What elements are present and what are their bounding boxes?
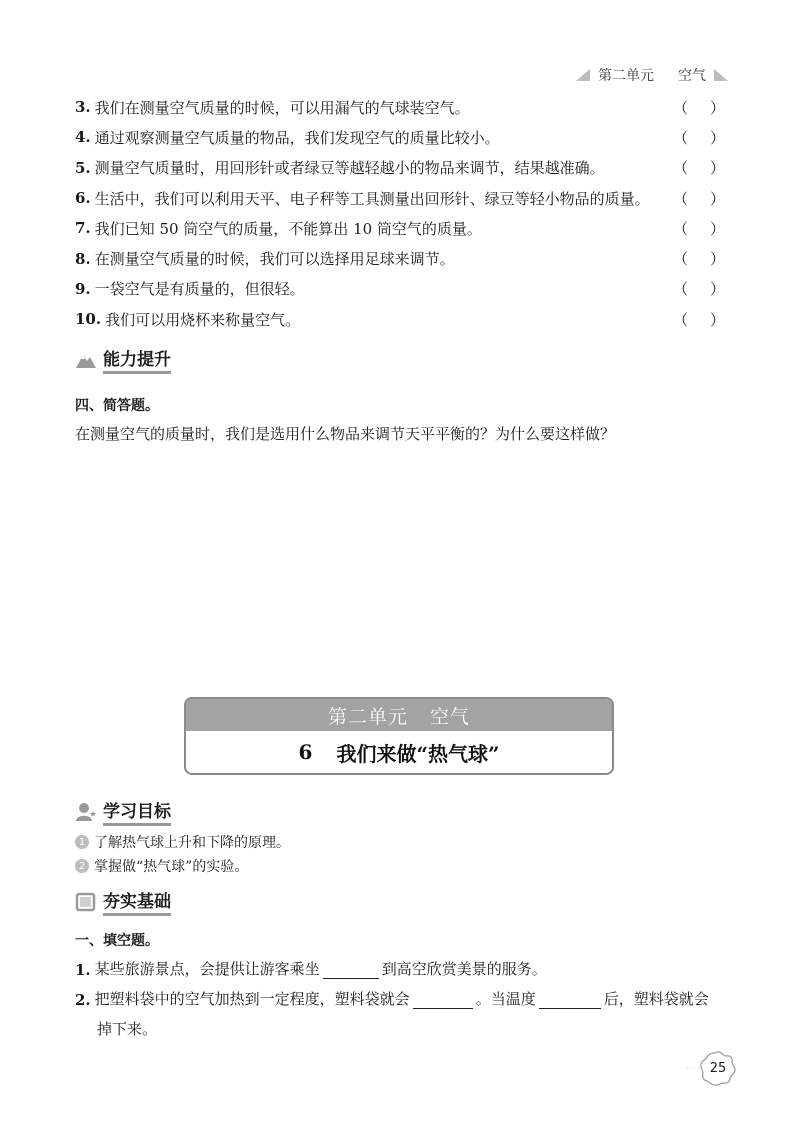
tf-text: 生活中，我们可以利用天平、电子秤等工具测量出回形针、绿豆等轻小物品的质量。 [94, 189, 650, 208]
decorative-dots: · · · [686, 1066, 701, 1073]
lesson-title: 我们来做“热气球” [336, 741, 500, 766]
page-number-text: 25 [709, 1060, 727, 1076]
question-text: 。当温度 [475, 990, 536, 1008]
goal-text: 了解热气球上升和下降的原理。 [94, 835, 290, 851]
header-right-triangle-icon [714, 69, 728, 81]
tf-text: 测量空气质量时，用回形针或者绿豆等越轻越小的物品来调节，结果越准确。 [94, 159, 605, 178]
goal-number-badge: 2 [75, 859, 89, 873]
answer-blank[interactable] [413, 990, 473, 1009]
tf-number: 7. [75, 219, 91, 238]
answer-parentheses[interactable]: （ ） [673, 128, 725, 147]
tf-number: 8. [75, 249, 91, 268]
answer-parentheses[interactable]: （ ） [673, 159, 725, 178]
banner-unit: 第二单元 [327, 705, 408, 728]
question-text: 后，塑料袋就会 [603, 990, 709, 1008]
goal-item [75, 854, 290, 878]
fill-question-2-continued [97, 1018, 157, 1039]
tf-text: 一袋空气是有质量的，但很轻。 [94, 280, 305, 299]
question-text: 某些旅游景点，会提供让游客乘坐 [94, 960, 320, 978]
question-text: 把塑料袋中的空气加热到一定程度，塑料袋就会 [94, 990, 410, 1008]
lesson-number: 6 [298, 740, 313, 764]
tf-number: 6. [75, 189, 91, 208]
goal-number-badge: 1 [75, 835, 89, 849]
answer-blank[interactable] [539, 990, 601, 1009]
page-number [699, 1049, 737, 1087]
fill-question-1 [75, 958, 547, 979]
goals-section-heading [75, 797, 171, 826]
question-number: 1. [75, 961, 91, 979]
tf-number: 10. [75, 310, 102, 329]
short-answer-question: 在测量空气的质量时，我们是选用什么物品来调节天平平衡的？为什么要这样做？ [75, 425, 616, 443]
fill-blank-title: 一、填空题。 [75, 933, 159, 949]
answer-parentheses[interactable]: （ ） [673, 310, 725, 329]
tf-text: 我们已知 50 筒空气的质量，不能算出 10 筒空气的质量。 [94, 219, 482, 238]
question-number: 2. [75, 991, 91, 1009]
question-text: 掉下来。 [97, 1020, 158, 1038]
tf-item-10 [75, 304, 725, 334]
goal-item [75, 830, 290, 854]
tf-text: 我们在测量空气质量的时候，可以用漏气的气球装空气。 [94, 98, 470, 117]
unit-banner [184, 697, 614, 775]
tf-item-7 [75, 213, 725, 243]
learner-icon [75, 802, 97, 822]
true-false-list [75, 92, 725, 334]
tf-text: 在测量空气质量的时候，我们可以选择用足球来调节。 [94, 250, 455, 269]
goals-section-title: 学习目标 [103, 797, 171, 826]
tf-item-4 [75, 122, 725, 152]
ability-section-title: 能力提升 [103, 345, 171, 374]
tf-number: 5. [75, 158, 91, 177]
tf-number: 3. [75, 98, 91, 117]
answer-parentheses[interactable]: （ ） [673, 189, 725, 208]
banner-topic: 空气 [430, 705, 471, 728]
tf-number: 4. [75, 128, 91, 147]
tf-item-5 [75, 153, 725, 183]
fill-question-2 [75, 988, 709, 1009]
answer-blank[interactable] [323, 960, 379, 979]
header-unit: 第二单元 [598, 68, 654, 84]
header-left-triangle-icon [576, 69, 590, 81]
answer-parentheses[interactable]: （ ） [673, 98, 725, 117]
mountain-icon [75, 350, 97, 370]
tf-item-3 [75, 92, 725, 122]
tf-number: 9. [75, 279, 91, 298]
unit-banner-header [186, 699, 612, 731]
ability-section-heading [75, 345, 171, 374]
goals-list [75, 830, 290, 878]
tf-item-9 [75, 274, 725, 304]
basics-section-heading [75, 887, 171, 916]
tf-text: 我们可以用烧杯来称量空气。 [105, 310, 301, 329]
short-answer-title: 四、简答题。 [75, 398, 159, 414]
goal-text: 掌握做“热气球”的实验。 [94, 859, 249, 875]
tf-item-8 [75, 243, 725, 273]
header-topic: 空气 [678, 68, 706, 84]
tf-item-6 [75, 183, 725, 213]
answer-parentheses[interactable]: （ ） [673, 219, 725, 238]
book-icon [75, 892, 97, 912]
answer-parentheses[interactable]: （ ） [673, 280, 725, 299]
lesson-title-row [186, 731, 612, 773]
page-header [576, 64, 728, 86]
basics-section-title: 夯实基础 [103, 887, 171, 916]
answer-parentheses[interactable]: （ ） [673, 250, 725, 269]
tf-text: 通过观察测量空气质量的物品，我们发现空气的质量比较小。 [94, 128, 500, 147]
question-text: 到高空欣赏美景的服务。 [381, 960, 547, 978]
